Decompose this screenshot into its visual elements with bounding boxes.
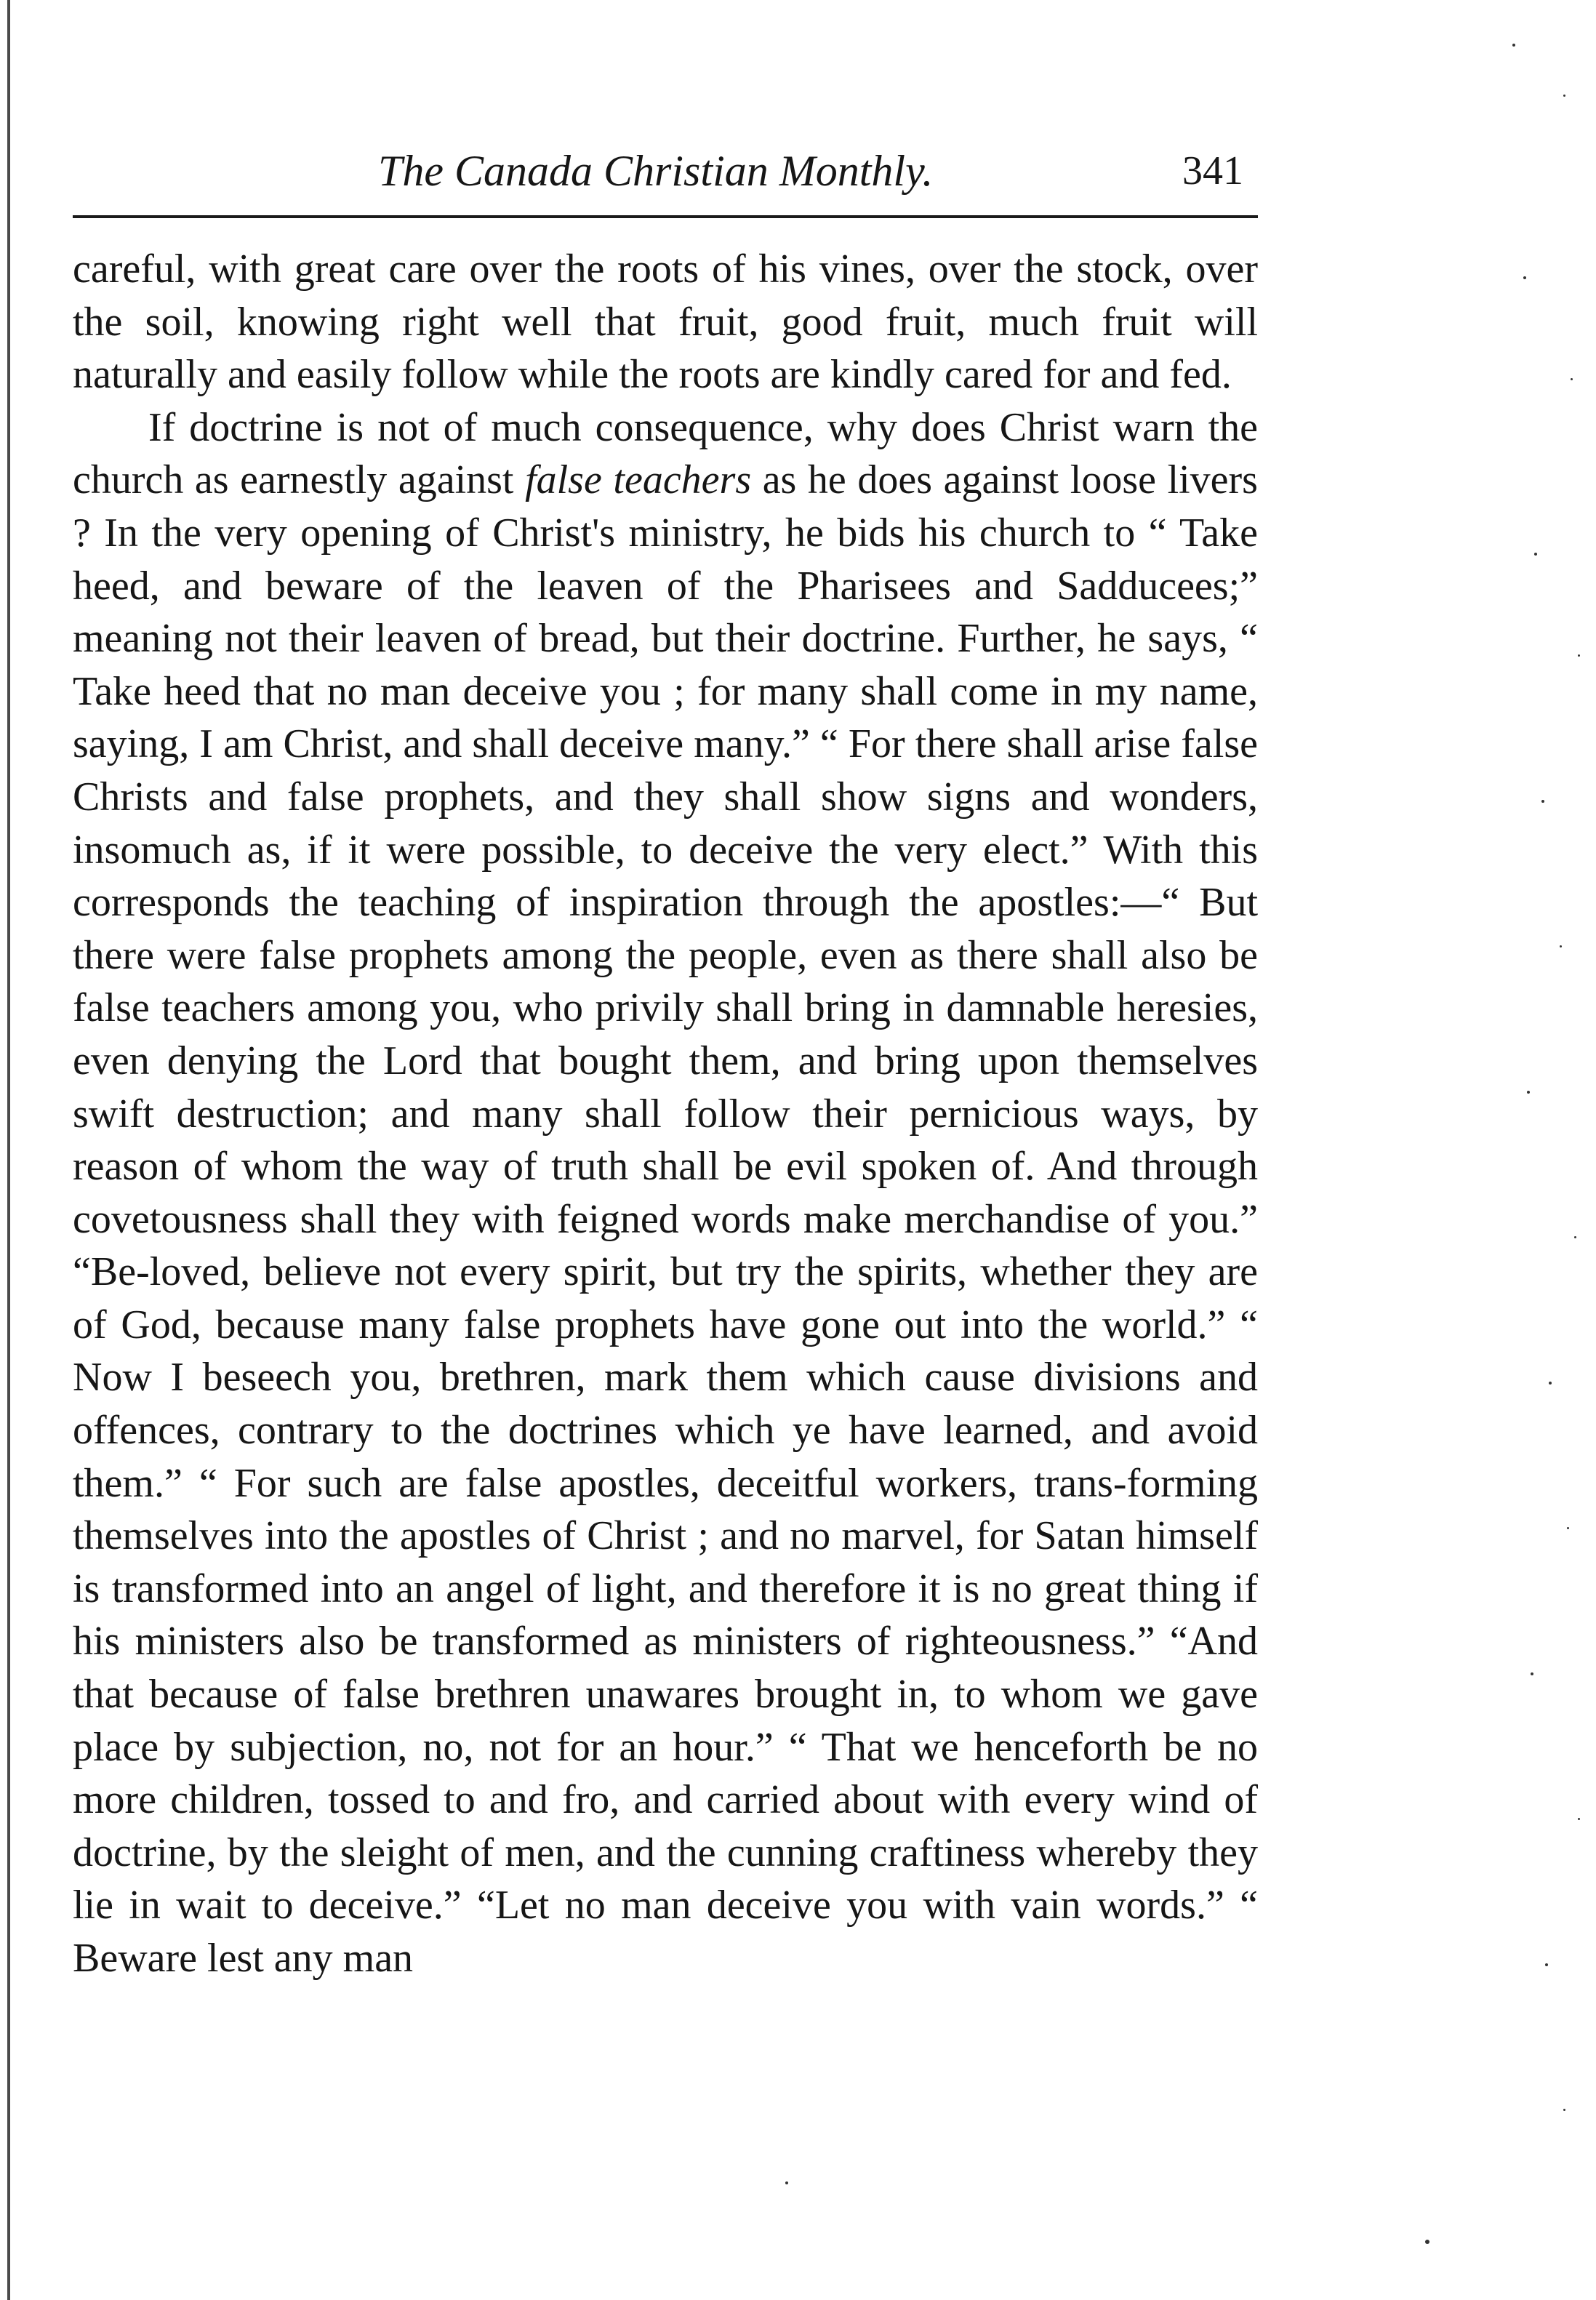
body-text bbox=[73, 243, 1258, 1985]
paragraph-text-after: as he does against loose livers ? In the very opening of Christ's ministry, he bids his church to “ Take heed, and beware of the leaven of the Pharisees and Sadducees;” meaning not their leaven of bread, but their doctrine. Further, he says, “ Take heed that no man deceive you ; for many shall come in my name, saying, I am Christ, and shall deceive many.” “ For there shall arise false Christs and false prophets, and they shall show signs and wonders, insomuch as, if it were possible, to deceive the very elect.” With this corresponds the teaching of inspiration through the apostles:—“ But there were false prophets among the people, even as there shall also be false teachers among you, who privily shall bring in damnable heresies, even denying the Lord that bought them, and bring upon themselves swift destruction; and many shall follow their pernicious ways, by reason of whom the way of truth shall be evil spoken of. And through covetousness shall they with feigned words make merchandise of you.” “Be-loved, believe not every spirit, but try the spirits, whether they are of God, because many false prophets have gone out into the world.” “ Now I beseech you, brethren, mark them which cause divisions and offences, contrary to the doctrines which ye have learned, and avoid them.” “ For such are false apostles, deceitful workers, trans-forming themselves into the apostles of Christ ; and no marvel, for Satan himself is transformed into an angel of light, and therefore it is no great thing if his ministers also be transformed as ministers of righteousness.” “And that because of false brethren unawares brought in, to whom we gave place by subjection, no, not for an hour.” “ That we henceforth be no more children, tossed to and fro, and carried about with every wind of doctrine, by the sleight of men, and the cunning craftiness whereby they lie in wait to deceive.” “Let no man deceive you with vain words.” “ Beware lest any man bbox=[73, 457, 1258, 1981]
speckle bbox=[1541, 800, 1544, 803]
running-title: The Canada Christian Monthly. bbox=[378, 147, 934, 195]
speckle bbox=[1578, 1818, 1580, 1820]
speckle bbox=[1571, 378, 1573, 380]
speckle bbox=[1534, 553, 1537, 556]
paragraph-continuation: careful, with great care over the roots of his vines, over the stock, over the soil, knowing right well that fruit, good fruit, much fruit will naturally and easily follow while the roots are kindly cared for and fed. bbox=[73, 247, 1258, 398]
speckle bbox=[1512, 44, 1515, 47]
paragraph-text-before: If doctrine is not of much consequence, why does Christ warn the church as earnestly against bbox=[73, 404, 1258, 503]
speckle bbox=[1425, 2240, 1429, 2244]
page-edge-rule bbox=[7, 0, 10, 2300]
speckle bbox=[1574, 1236, 1576, 1238]
emphasis-false-teachers: false teachers bbox=[525, 457, 752, 503]
paragraph-doctrine bbox=[73, 401, 1258, 1985]
speckle bbox=[1545, 1963, 1548, 1966]
speckle bbox=[1549, 1382, 1552, 1385]
speckle bbox=[1578, 654, 1580, 657]
speckle bbox=[1560, 945, 1562, 947]
speckle bbox=[1523, 276, 1526, 279]
running-header bbox=[73, 138, 1258, 204]
speckle bbox=[1527, 1091, 1530, 1094]
speckle bbox=[785, 2181, 788, 2184]
speckle bbox=[1531, 1672, 1533, 1675]
page-number: 341 bbox=[1182, 148, 1243, 193]
speckle bbox=[1567, 1527, 1569, 1529]
speckle bbox=[1563, 2109, 1565, 2111]
header-rule bbox=[73, 215, 1258, 218]
speckle bbox=[1563, 95, 1565, 97]
